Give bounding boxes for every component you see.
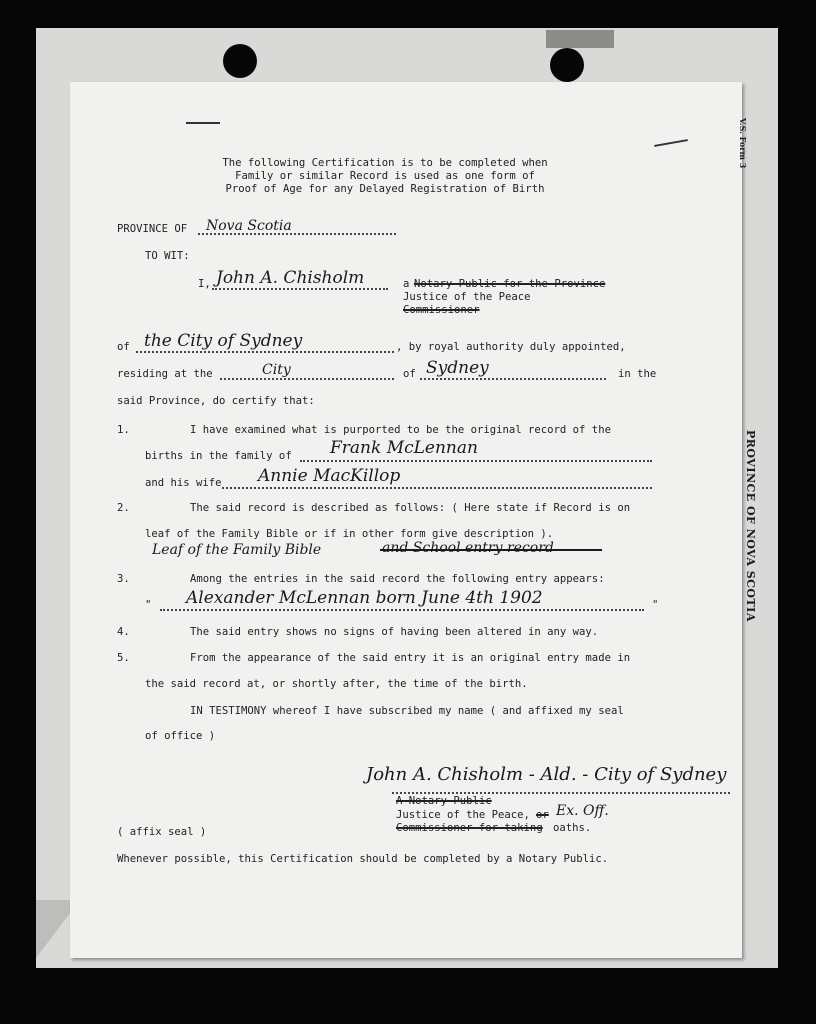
i-label: I, xyxy=(198,278,211,290)
description-struck: and School entry record xyxy=(382,540,554,556)
signature-value: John A. Chisholm - Ald. - City of Sydney xyxy=(366,764,727,785)
signature-justice: Justice of the Peace, xyxy=(396,809,530,821)
item-2-line-1: The said record is described as follows: ( Here state if Record is on xyxy=(190,502,631,514)
punch-hole-left xyxy=(223,44,257,78)
appointed-text: , by royal authority duly appointed, xyxy=(396,341,626,353)
role-justice: Justice of the Peace xyxy=(403,291,531,303)
form-reference: V.S. Form 3 xyxy=(738,118,748,169)
affix-seal-label: ( affix seal ) xyxy=(117,826,207,838)
signature-or-struck: or xyxy=(536,809,549,821)
description-value: Leaf of the Family Bible xyxy=(152,542,322,558)
in-the-text: in the xyxy=(618,368,657,380)
quote-open: " xyxy=(145,599,152,611)
family-value: Frank McLennan xyxy=(330,438,478,458)
residing-label: residing at the xyxy=(117,368,213,380)
item-4-line-1: The said entry shows no signs of having been altered in any way. xyxy=(190,626,599,638)
item-number-3: 3. xyxy=(117,573,130,585)
role-a: a xyxy=(403,278,410,290)
item-number-5: 5. xyxy=(117,652,130,664)
item-5-line-2: the said record at, or shortly after, the time of the birth. xyxy=(145,678,528,690)
wife-line xyxy=(222,487,652,489)
role-notary-struck: Notary Public for the Province xyxy=(414,278,606,290)
item-1-line-1: I have examined what is purported to be the original record of the xyxy=(190,424,611,436)
punch-hole-right xyxy=(550,48,584,82)
header-line: Family or similar Record is used as one form of xyxy=(235,170,535,182)
item-3-line-1: Among the entries in the said record the following entry appears: xyxy=(190,573,605,585)
of2-line xyxy=(420,378,606,380)
signature-ex-off: Ex. Off. xyxy=(556,803,609,819)
name-line xyxy=(212,288,388,290)
item-5-line-1: From the appearance of the said entry it is an original entry made in xyxy=(190,652,631,664)
signature-line xyxy=(392,792,730,794)
side-label: PROVINCE OF NOVA SCOTIA xyxy=(744,430,757,622)
header-line: The following Certification is to be completed when xyxy=(222,157,548,169)
item-1-line-2: births in the family of xyxy=(145,450,292,462)
signature-oaths: oaths. xyxy=(553,822,592,834)
residing-value: City xyxy=(262,362,291,378)
said-province-text: said Province, do certify that: xyxy=(117,395,315,407)
role-commissioner-struck: Commissioner xyxy=(403,304,480,316)
quote-close: " xyxy=(652,599,659,611)
item-number-2: 2. xyxy=(117,502,130,514)
signature-notary-struck: A Notary Public xyxy=(396,795,492,807)
of-line xyxy=(136,351,394,353)
of-label: of xyxy=(117,341,130,353)
description-strike-line xyxy=(380,549,602,551)
testimony-line-2: of office ) xyxy=(145,730,216,742)
tape-strip xyxy=(546,30,614,48)
pencil-mark xyxy=(186,122,220,124)
footer-note: Whenever possible, this Certification should be completed by a Notary Public. xyxy=(117,853,609,865)
item-number-4: 4. xyxy=(117,626,130,638)
residing-line xyxy=(220,378,394,380)
header-line: Proof of Age for any Delayed Registration of Birth xyxy=(225,183,545,195)
to-wit-label: TO WIT: xyxy=(145,250,190,262)
signature-commissioner-struck: Commissioner for taking xyxy=(396,822,543,834)
item-1-line-3: and his wife xyxy=(145,477,222,489)
item-2-line-2: leaf of the Family Bible or if in other form give description ). xyxy=(145,528,554,540)
of-value: the City of Sydney xyxy=(144,331,303,351)
entry-value: Alexander McLennan born June 4th 1902 xyxy=(186,588,543,608)
wife-value: Annie MacKillop xyxy=(258,466,401,486)
entry-line xyxy=(160,609,644,611)
item-number-1: 1. xyxy=(117,424,130,436)
province-label: PROVINCE OF xyxy=(117,223,188,235)
of2-value: Sydney xyxy=(426,358,489,378)
family-line xyxy=(300,460,652,462)
of2-label: of xyxy=(403,368,416,380)
name-value: John A. Chisholm xyxy=(216,268,365,288)
testimony-line-1: IN TESTIMONY whereof I have subscribed my name ( and affixed my seal xyxy=(190,705,624,717)
province-value: Nova Scotia xyxy=(206,218,292,234)
